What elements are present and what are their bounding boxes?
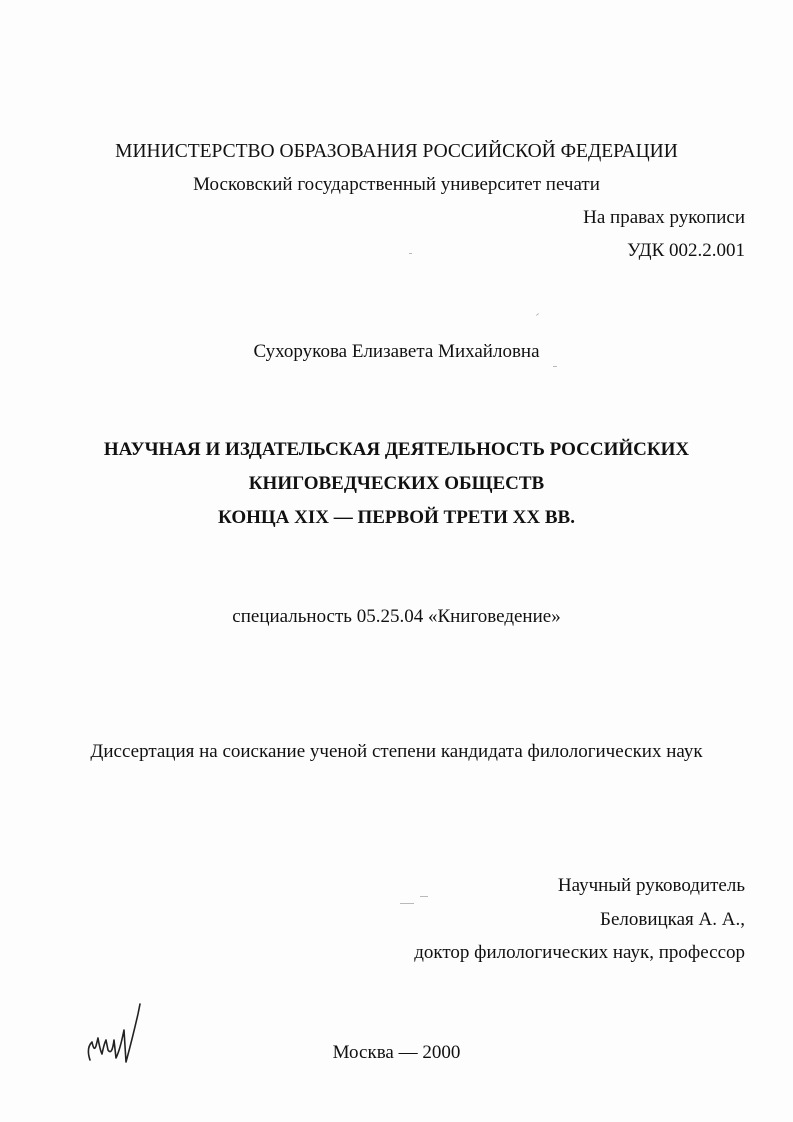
title-line-1: НАУЧНАЯ И ИЗДАТЕЛЬСКАЯ ДЕЯТЕЛЬНОСТЬ РОССИЙСКИХ (103, 439, 690, 460)
scan-speck (400, 903, 414, 904)
dissertation-statement: Диссертация на соискание ученой степени кандидата филологических наук (90, 741, 703, 762)
ministry-heading: МИНИСТЕРСТВО ОБРАЗОВАНИЯ РОССИЙСКОЙ ФЕДЕРАЦИИ (115, 141, 678, 162)
title-line-3: КОНЦА XIX — ПЕРВОЙ ТРЕТИ XX ВВ. (218, 507, 575, 528)
scan-speck (409, 253, 412, 254)
university-name: Московский государственный университет печати (193, 174, 600, 195)
scan-speck (420, 896, 428, 897)
advisor-label: Научный руководитель (557, 875, 745, 896)
manuscript-rights-note: На правах рукописи (583, 207, 745, 228)
scan-speck (536, 313, 539, 316)
advisor-degree: доктор филологических наук, профессор (414, 942, 745, 963)
author-name: Сухорукова Елизавета Михайловна (253, 341, 540, 362)
advisor-name: Беловицкая А. А., (600, 909, 745, 930)
title-line-2: КНИГОВЕДЧЕСКИХ ОБЩЕСТВ (248, 473, 545, 494)
handwritten-signature (80, 1000, 160, 1090)
scan-speck (553, 366, 557, 367)
city-year: Москва — 2000 (332, 1042, 461, 1063)
udk-code: УДК 002.2.001 (627, 240, 745, 261)
specialty-line: специальность 05.25.04 «Книговедение» (232, 606, 561, 627)
